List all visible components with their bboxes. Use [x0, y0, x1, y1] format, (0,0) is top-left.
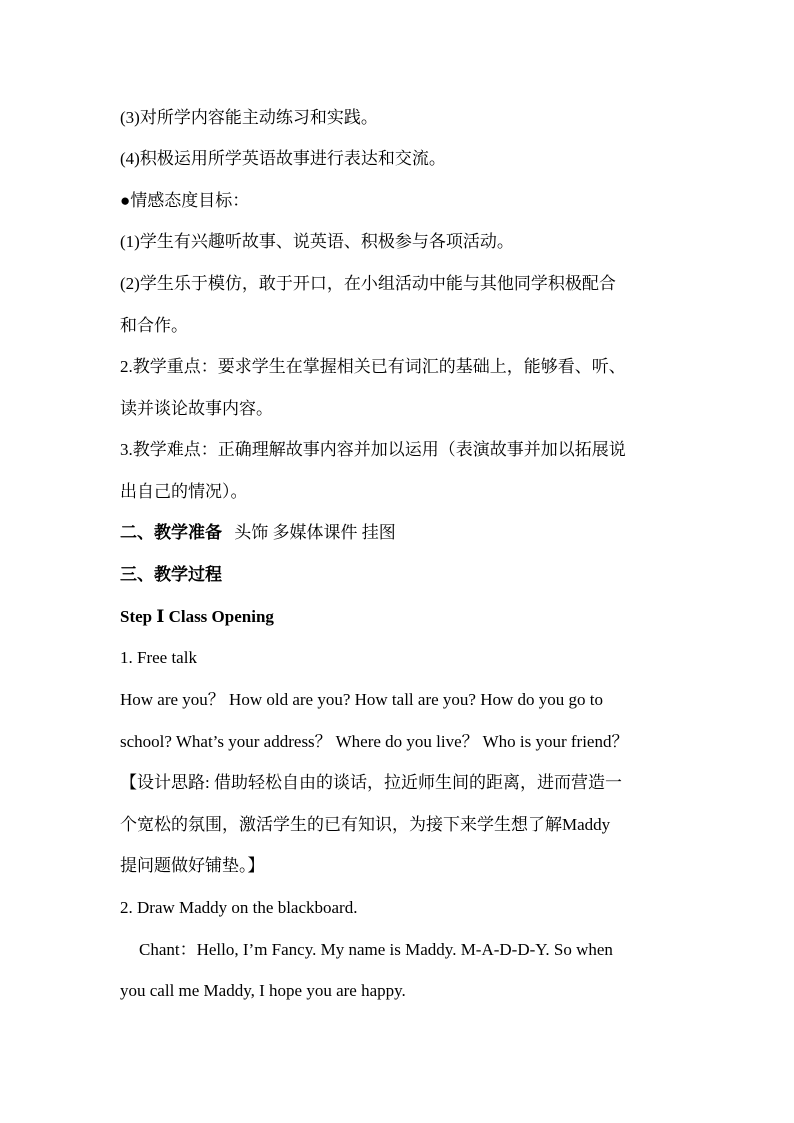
text-line: 提问题做好铺垫。】 [120, 856, 265, 875]
text-line: How are you？ How old are you? How tall are you? How do you go to [120, 690, 603, 709]
section-heading-detail: 头饰 多媒体课件 挂图 [234, 523, 396, 542]
text-line: 2.教学重点：要求学生在掌握相关已有词汇的基础上，能够看、听、 [120, 357, 626, 376]
text-line: (4)积极运用所学英语故事进行表达和交流。 [120, 149, 446, 168]
text-line: 3.教学难点：正确理解故事内容并加以运用（表演故事并加以拓展说 [120, 440, 626, 459]
section-heading-label: 二、教学准备 [120, 523, 222, 542]
section-heading-preparation [120, 521, 690, 545]
step-heading: Step Ⅰ Class Opening [120, 607, 274, 626]
section-heading-process: 三、教学过程 [120, 565, 222, 584]
text-line: (3)对所学内容能主动练习和实践。 [120, 108, 378, 127]
text-line: 2. Draw Maddy on the blackboard. [120, 898, 358, 917]
text-line: 1. Free talk [120, 648, 197, 667]
text-line: (1)学生有兴趣听故事、说英语、积极参与各项活动。 [120, 232, 514, 251]
text-line: Chant：Hello, I’m Fancy. My name is Maddy. M-A-D-D-Y. So when [139, 940, 613, 959]
text-line: ●情感态度目标： [120, 191, 250, 210]
text-line: 个宽松的氛围，激活学生的已有知识，为接下来学生想了解Maddy [120, 815, 611, 834]
text-line: 读并谈论故事内容。 [120, 399, 273, 418]
text-line: 【设计思路: 借助轻松自由的谈话，拉近师生间的距离，进而营造一 [120, 773, 622, 792]
text-line: 和合作。 [120, 316, 188, 335]
text-line: you call me Maddy, I hope you are happy. [120, 981, 406, 1000]
text-line: 出自己的情况）。 [120, 482, 248, 501]
text-line: school? What’s your address？ Where do you live？ Who is your friend？ [120, 732, 629, 751]
text-line: (2)学生乐于模仿，敢于开口，在小组活动中能与其他同学积极配合 [120, 274, 616, 293]
